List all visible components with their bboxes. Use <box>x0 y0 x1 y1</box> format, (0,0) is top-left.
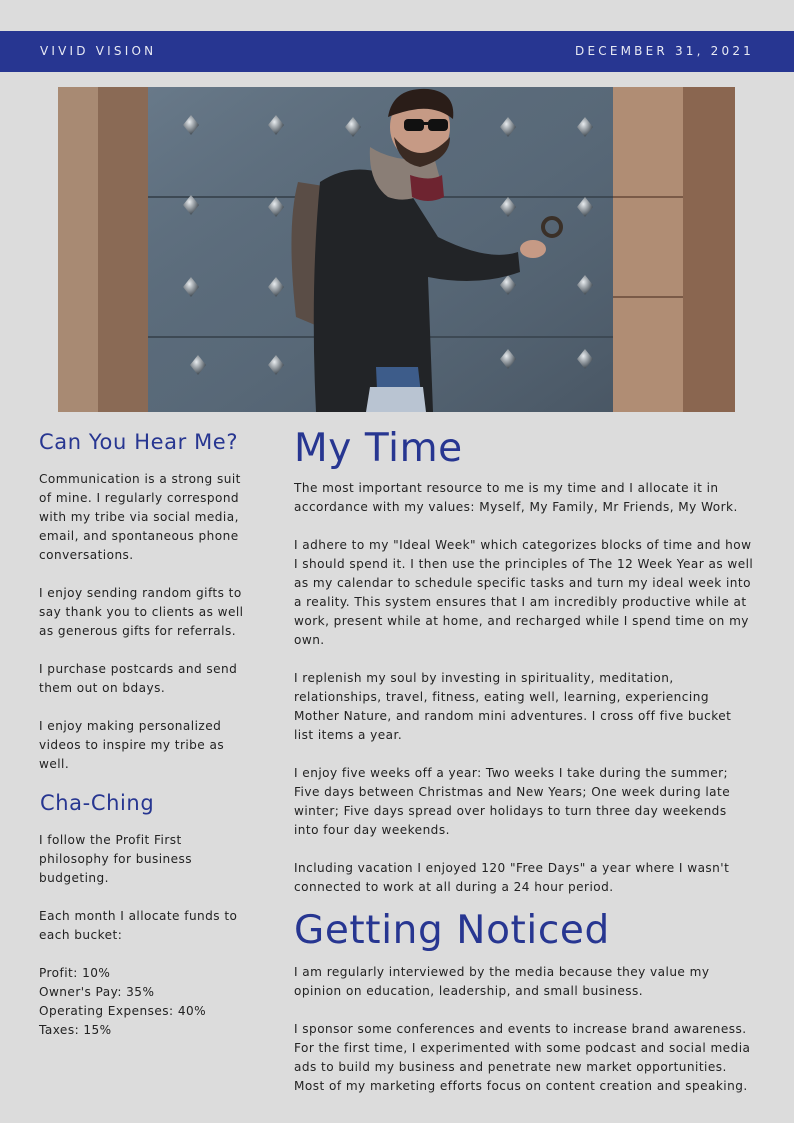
paragraph: I enjoy making personalized videos to inspire my tribe as well. <box>39 719 225 771</box>
list-item: Operating Expenses: 40% <box>39 1004 207 1018</box>
right-column <box>294 425 754 1096</box>
paragraph: I am regularly interviewed by the media because they value my opinion on education, leadership, and small business. <box>294 965 710 998</box>
list-item: Owner's Pay: 35% <box>39 985 155 999</box>
paragraph: I purchase postcards and send them out on bdays. <box>39 662 238 695</box>
document-date: DECEMBER 31, 2021 <box>575 44 754 58</box>
list-item: Taxes: 15% <box>39 1023 112 1037</box>
my-time-heading: My Time <box>294 426 463 471</box>
cha-ching-heading: Cha-Ching <box>40 791 155 815</box>
brand-name: VIVID VISION <box>40 44 157 58</box>
paragraph: I enjoy sending random gifts to say thank you to clients as well as generous gifts for referrals. <box>39 586 244 638</box>
paragraph: The most important resource to me is my time and I allocate it in accordance with my values: Myself, My Family, Mr Friends, My Work. <box>294 481 738 514</box>
can-you-hear-me-heading: Can You Hear Me? <box>39 430 239 454</box>
paragraph: I enjoy five weeks off a year: Two weeks I take during the summer; Five days between Christmas and New Years; One week during late winter; Five days spread over holidays to turn three day weekends into four day weekends. <box>294 766 731 837</box>
paragraph: Each month I allocate funds to each bucket: <box>39 909 238 942</box>
left-column <box>39 430 249 1040</box>
list-item: Profit: 10% <box>39 966 111 980</box>
bucket-list <box>39 964 249 1040</box>
paragraph: I sponsor some conferences and events to increase brand awareness. For the first time, I experimented with some podcast and social media ads to build my business and penetrate new market opportunities. Most of my marketing efforts focus on content creation and speaking. <box>294 1022 751 1093</box>
header-bar <box>0 31 794 72</box>
paragraph: I replenish my soul by investing in spirituality, meditation, relationships, travel, fitness, eating well, learning, experiencing Mother Nature, and random mini adventures. I cross off five bucket list items a year. <box>294 671 732 742</box>
photo-illustration <box>58 87 735 412</box>
paragraph: Communication is a strong suit of mine. I regularly correspond with my tribe via social media, email, and spontaneous phone conversations. <box>39 472 241 562</box>
paragraph: I follow the Profit First philosophy for business budgeting. <box>39 833 193 885</box>
getting-noticed-heading: Getting Noticed <box>294 908 610 953</box>
hero-photo <box>58 87 735 412</box>
paragraph: Including vacation I enjoyed 120 "Free Days" a year where I wasn't connected to work at all during a 24 hour period. <box>294 861 730 894</box>
paragraph: I adhere to my "Ideal Week" which categorizes blocks of time and how I should spend it. I then use the principles of The 12 Week Year as well as my calendar to schedule specific tasks and turn my ideal week into a reality. This system ensures that I am incredibly productive while at work, present while at home, and recharged while I spend time on my own. <box>294 538 754 647</box>
